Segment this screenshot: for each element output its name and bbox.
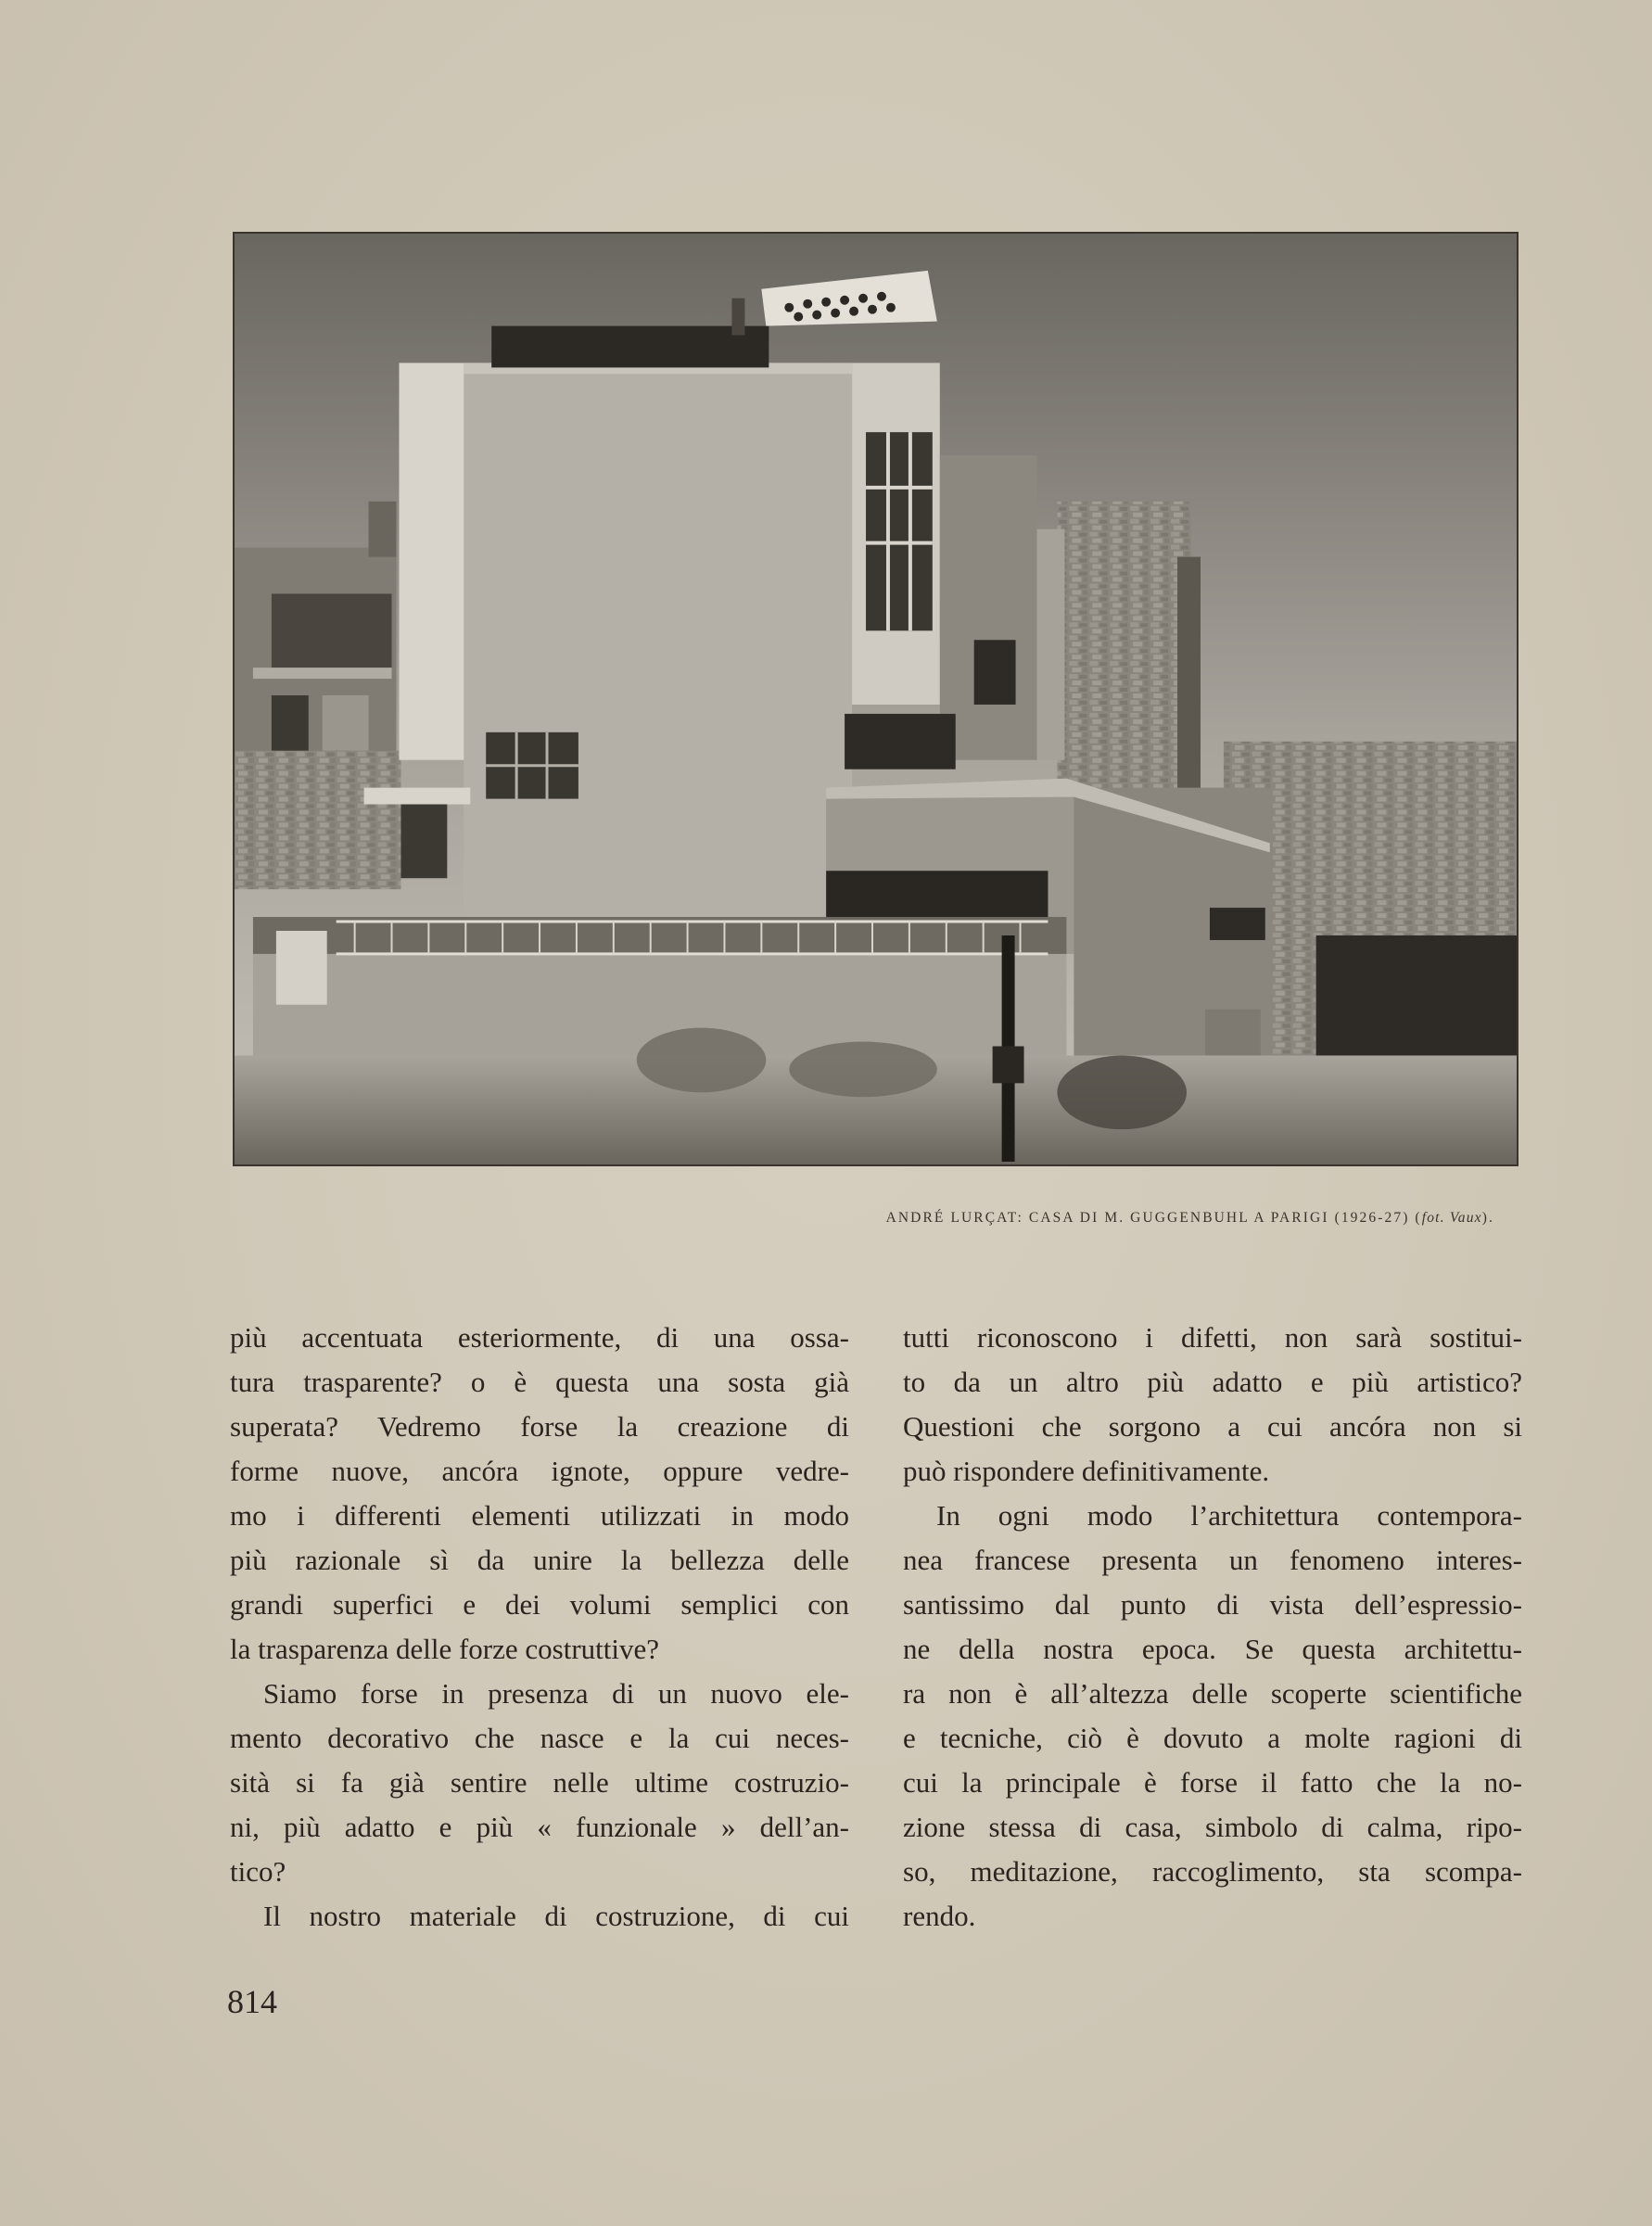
right-text-column bbox=[903, 1316, 1522, 1939]
text-line: zione stessa di casa, simbolo di calma, ripo- bbox=[903, 1811, 1522, 1843]
text-line: santissimo dal punto di vista dell’espressio- bbox=[903, 1588, 1522, 1621]
text-line: e tecniche, ciò è dovuto a molte ragioni di bbox=[903, 1722, 1522, 1754]
text-line: so, meditazione, raccoglimento, sta scompa- bbox=[903, 1855, 1522, 1888]
text-line: grandi superfici e dei volumi semplici con bbox=[230, 1588, 849, 1621]
page-number: 814 bbox=[227, 1983, 277, 2020]
photo-caption bbox=[705, 1210, 1494, 1227]
text-line: la trasparenza delle forze costruttive? bbox=[230, 1633, 660, 1665]
text-line: tico? bbox=[230, 1855, 286, 1888]
text-line: Siamo forse in presenza di un nuovo ele- bbox=[263, 1677, 849, 1710]
text-line: sità si fa già sentire nelle ultime costruzio- bbox=[230, 1766, 849, 1799]
text-line: nea francese presenta un fenomeno interes- bbox=[903, 1544, 1522, 1576]
text-line: più accentuata esteriormente, di una ossa- bbox=[230, 1321, 849, 1354]
text-line: mento decorativo che nasce e la cui neces- bbox=[230, 1722, 849, 1754]
text-line: forme nuove, ancóra ignote, oppure vedre- bbox=[230, 1455, 849, 1487]
text-line: mo i differenti elementi utilizzati in modo bbox=[230, 1499, 849, 1532]
caption-credit: fot. Vaux bbox=[1421, 1210, 1482, 1226]
text-line: Il nostro materiale di costruzione, di cui bbox=[263, 1900, 849, 1932]
text-line: può rispondere definitivamente. bbox=[903, 1455, 1270, 1487]
text-line: to da un altro più adatto e più artistico? bbox=[903, 1366, 1522, 1398]
text-line: tutti riconoscono i difetti, non sarà sostitui- bbox=[903, 1321, 1522, 1354]
left-text-column bbox=[230, 1316, 849, 1939]
text-line: In ogni modo l’architettura contempora- bbox=[936, 1499, 1522, 1532]
text-line: ni, più adatto e più « funzionale » dell’an- bbox=[230, 1811, 849, 1843]
photo-illustration bbox=[235, 234, 1517, 1164]
caption-end: ). bbox=[1481, 1210, 1494, 1226]
text-line: rendo. bbox=[903, 1900, 976, 1932]
text-line: superata? Vedremo forse la creazione di bbox=[230, 1410, 849, 1443]
text-line: tura trasparente? o è questa una sosta già bbox=[230, 1366, 849, 1398]
text-line: ne della nostra epoca. Se questa architettu- bbox=[903, 1633, 1522, 1665]
house-photograph bbox=[233, 232, 1519, 1166]
caption-main: ANDRÉ LURÇAT: CASA DI M. GUGGENBUHL A PARIGI (1926-27) ( bbox=[885, 1210, 1422, 1226]
text-line: ra non è all’altezza delle scoperte scientifiche bbox=[903, 1677, 1522, 1710]
text-line: Questioni che sorgono a cui ancóra non si bbox=[903, 1410, 1522, 1443]
text-line: più razionale sì da unire la bellezza delle bbox=[230, 1544, 849, 1576]
text-line: cui la principale è forse il fatto che la no- bbox=[903, 1766, 1522, 1799]
